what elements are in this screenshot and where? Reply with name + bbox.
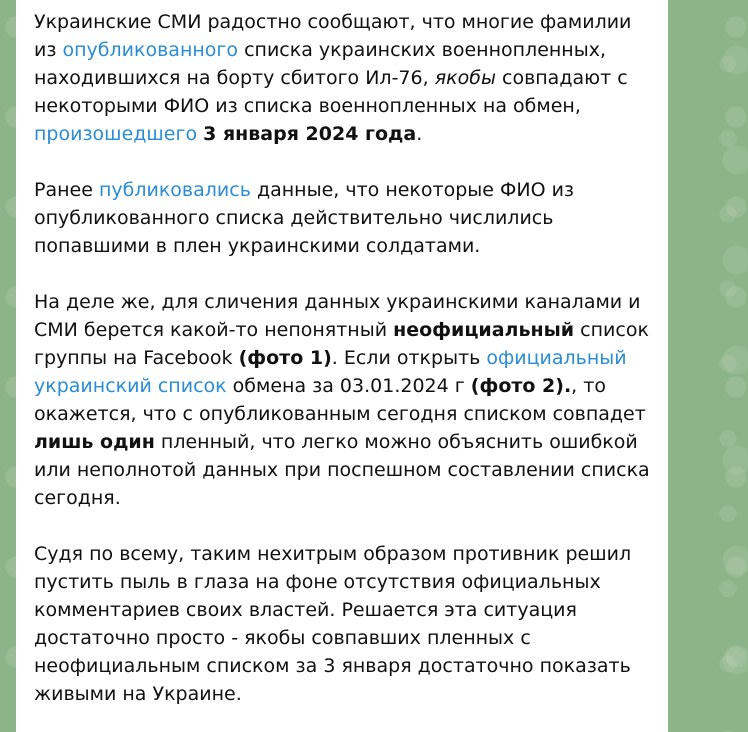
link-official-list[interactable]: официальный украинский список [34,347,627,397]
message-bubble [16,0,668,732]
text-span: пленный, что легко можно объяснить ошибкой или неполнотой данных при поспешном составлении списка сегодня. [34,431,650,509]
link-published-list[interactable]: опубликованного [62,39,239,61]
link-exchange-happened[interactable]: произошедшего [34,123,198,145]
text-span: , то окажется, что с опубликованным сегодня списком совпадет [34,375,646,425]
message-paragraph-1 [34,8,650,148]
link-were-published[interactable]: публиковались [98,179,251,201]
italic-text: якобы [434,67,496,89]
message-paragraph-3 [34,288,650,512]
text-span: . Если открыть [331,347,487,369]
text-span: Украинские СМИ радостно сообщают, что многие фамилии из [34,11,632,61]
text-span: Судя по всему, таким нехитрым образом противник решил пустить пыль в глаза на фоне отсутствия официальных комментариев своих властей. Решается эта ситуация достаточно просто - якобы совпавших пленных с неофициальным списком за 3 января достаточно показать живыми на Украине. [34,543,632,705]
message-paragraph-2 [34,176,650,260]
text-span: обмена за 03.01.2024 г [226,375,471,397]
bold-photo-1: (фото 1) [238,347,332,369]
text-span: Ранее [34,179,99,201]
message-paragraph-4 [34,540,650,708]
text-span: данные, что некоторые ФИО из опубликованного списка действительно числились попавшими в плен украинскими солдатами. [34,179,575,257]
text-span: списка украинских военнопленных, находившихся на борту сбитого Ил-76, [34,39,607,89]
text-span: . [416,123,423,145]
bold-date: 3 января 2024 года [203,123,417,145]
bold-only-one: лишь один [34,431,155,453]
text-span: совпадают с некоторыми ФИО из списка военнопленных на обмен, [34,67,628,117]
text-span: список группы на Facebook [34,319,649,369]
bold-photo-2: (фото 2). [470,375,572,397]
bold-unofficial: неофициальный [393,319,575,341]
text-span: На деле же, для сличения данных украинскими каналами и СМИ берется какой-то непонятный [34,291,641,341]
